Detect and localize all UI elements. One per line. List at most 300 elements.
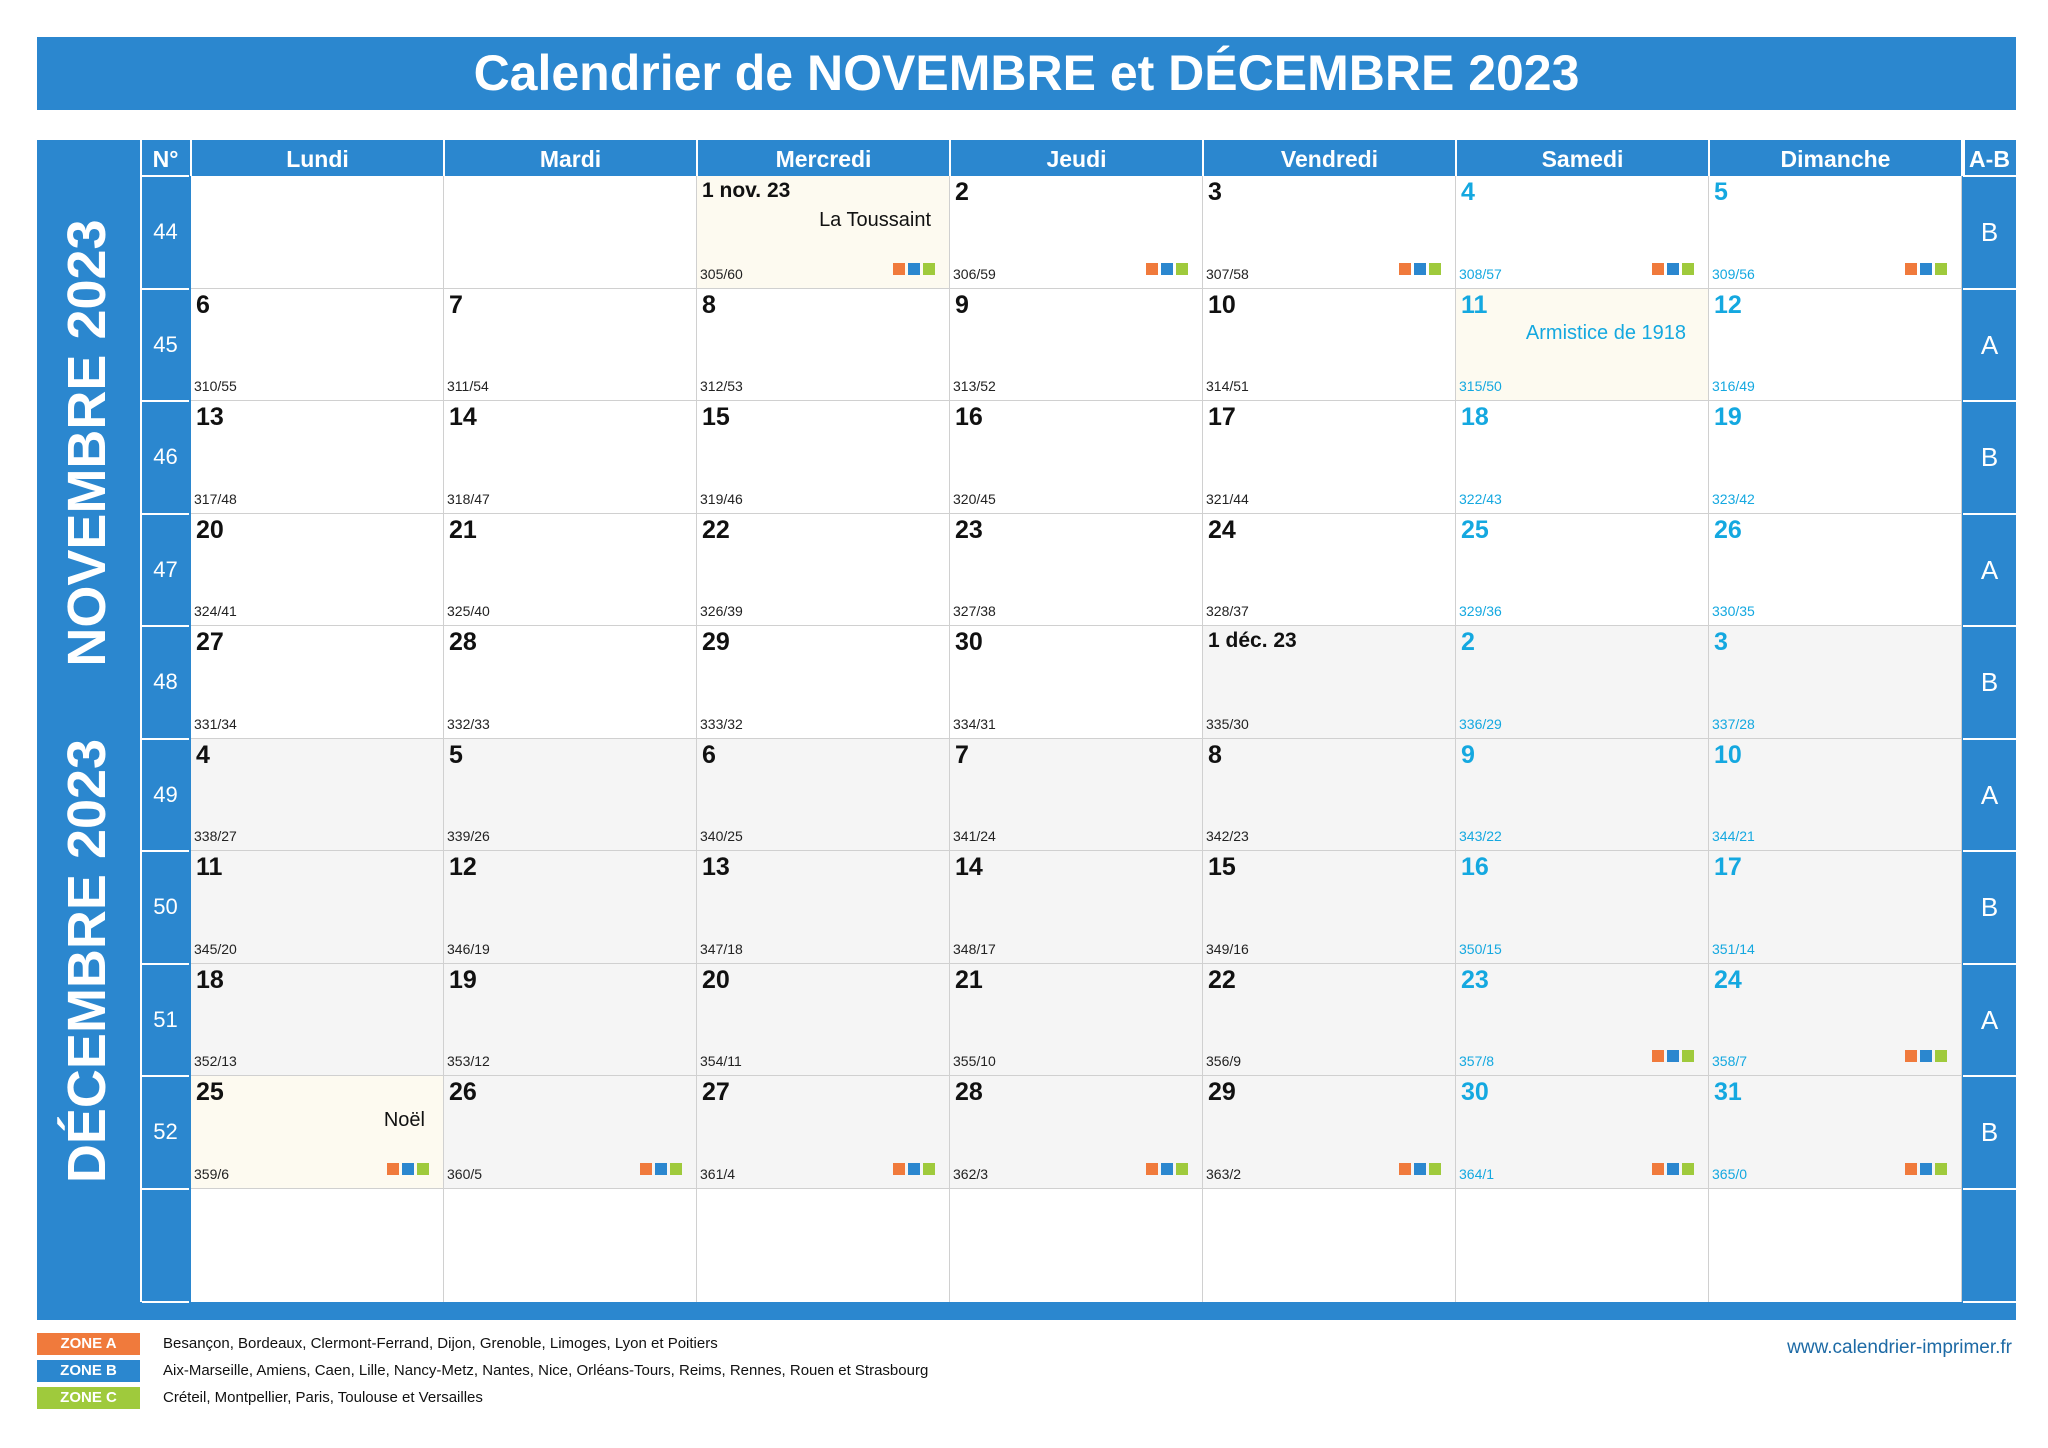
week-ab-label: B [1980, 892, 1999, 922]
header-separator [443, 140, 445, 176]
day-cell[interactable] [1456, 626, 1709, 739]
zone-c-marker [1429, 1163, 1441, 1175]
day-number: 22 [702, 515, 730, 544]
day-of-year: 326/39 [700, 603, 743, 619]
calendar-grid [191, 176, 1961, 1302]
day-of-year: 362/3 [953, 1165, 989, 1182]
day-cell[interactable] [697, 514, 950, 627]
day-number: 27 [196, 628, 224, 656]
day-of-year: 346/19 [447, 940, 490, 957]
day-of-year: 345/20 [194, 940, 237, 957]
day-number: 16 [955, 403, 983, 431]
day-of-year: 352/13 [194, 1053, 237, 1069]
day-number: 8 [1208, 740, 1222, 769]
day-of-year: 353/12 [447, 1053, 490, 1069]
day-cell[interactable] [697, 851, 950, 964]
school-holiday-zones [1146, 263, 1188, 276]
zone-label: ZONE B [37, 1360, 140, 1382]
empty-cell [950, 1189, 1203, 1303]
day-cell[interactable] [444, 964, 697, 1077]
zone-a-marker [1652, 1163, 1664, 1175]
column-separator [1963, 140, 1965, 176]
day-number: 23 [955, 515, 983, 544]
zone-b-marker [1161, 1163, 1173, 1175]
day-of-year: 318/47 [447, 490, 490, 507]
footer-bar [37, 1308, 2016, 1320]
holiday-name: Noël [383, 1109, 425, 1131]
day-of-year: 305/60 [700, 265, 743, 282]
day-cell[interactable] [1456, 851, 1709, 964]
week-ab-label: B [1980, 217, 1999, 247]
row-separator [142, 850, 189, 852]
day-of-year: 356/9 [1206, 1053, 1242, 1069]
zone-c-marker [1176, 1163, 1188, 1175]
zone-b-marker [1414, 263, 1426, 275]
day-number: 18 [1461, 403, 1489, 431]
zone-a-marker [1399, 263, 1411, 275]
day-of-year: 335/30 [1206, 715, 1249, 732]
day-header-lundi: Lundi [286, 146, 349, 172]
day-header-jeudi: Jeudi [1046, 146, 1107, 172]
day-of-year: 312/53 [700, 378, 743, 394]
school-holiday-zones [640, 1163, 682, 1176]
day-of-year: 359/6 [194, 1165, 230, 1182]
day-header-samedi: Samedi [1541, 146, 1624, 172]
holiday-name: La Toussaint [819, 209, 931, 231]
day-cell[interactable] [950, 401, 1203, 514]
school-holiday-zones [1905, 1163, 1947, 1176]
zone-b-marker [655, 1163, 667, 1175]
school-holiday-zones [1146, 1163, 1188, 1176]
day-number: 28 [955, 1078, 983, 1106]
day-number: 31 [1714, 1078, 1742, 1106]
school-holiday-zones [1399, 1163, 1441, 1176]
day-cell[interactable] [950, 514, 1203, 627]
day-number: 30 [1461, 1078, 1489, 1106]
empty-cell [191, 1189, 444, 1303]
day-of-year: 310/55 [194, 378, 237, 394]
row-separator [142, 625, 189, 627]
day-cell[interactable] [697, 739, 950, 852]
day-cell[interactable] [697, 1076, 950, 1189]
day-cell[interactable] [444, 289, 697, 402]
day-cell[interactable] [1456, 739, 1709, 852]
day-of-year: 348/17 [953, 940, 996, 957]
day-cell[interactable] [191, 739, 444, 852]
week-ab-label: B [1980, 667, 1999, 697]
row-separator [1963, 963, 2016, 965]
zone-b-marker [1920, 1163, 1932, 1175]
day-number: 25 [196, 1078, 224, 1106]
header-separator [696, 140, 698, 176]
row-separator [142, 963, 189, 965]
day-number: 1 nov. 23 [702, 179, 791, 202]
day-cell[interactable] [1203, 289, 1456, 402]
zone-c-marker [1176, 263, 1188, 275]
week-number: 52 [153, 1119, 178, 1144]
day-cell[interactable] [1203, 176, 1456, 289]
day-number: 16 [1461, 853, 1489, 881]
header-separator [1708, 140, 1710, 176]
zone-label: ZONE A [37, 1333, 140, 1355]
day-number: 7 [449, 290, 463, 319]
column-separator [140, 140, 142, 1302]
week-number: 45 [153, 331, 178, 357]
day-cell[interactable] [1203, 514, 1456, 627]
day-of-year: 338/27 [194, 828, 237, 844]
empty-cell [1203, 1189, 1456, 1303]
day-number: 23 [1461, 965, 1489, 994]
row-separator [142, 1188, 189, 1190]
day-cell[interactable] [191, 514, 444, 627]
day-cell[interactable] [1203, 1076, 1456, 1189]
week-number: 46 [153, 444, 178, 469]
day-of-year: 364/1 [1459, 1165, 1495, 1182]
day-of-year: 342/23 [1206, 828, 1249, 844]
day-number: 28 [449, 628, 477, 656]
day-cell[interactable] [1456, 401, 1709, 514]
zone-a-marker [1652, 1050, 1664, 1062]
day-number: 19 [449, 965, 477, 994]
week-ab-label: A [1980, 329, 1999, 360]
page-title: Calendrier de NOVEMBRE et DÉCEMBRE 2023 [37, 37, 2016, 110]
day-cell[interactable] [191, 401, 444, 514]
day-of-year: 307/58 [1206, 265, 1249, 282]
school-holiday-zones [1905, 1050, 1947, 1063]
day-of-year: 321/44 [1206, 490, 1249, 507]
week-number: 48 [153, 669, 178, 694]
day-number: 4 [196, 740, 210, 769]
day-cell[interactable] [950, 176, 1203, 289]
day-of-year: 325/40 [447, 603, 490, 619]
zone-b-marker [1920, 1050, 1932, 1062]
day-cell[interactable] [1709, 1076, 1962, 1189]
zone-c-marker [1682, 1050, 1694, 1062]
day-number: 17 [1714, 853, 1742, 881]
holiday-name: Armistice de 1918 [1525, 321, 1686, 344]
day-number: 13 [196, 403, 224, 431]
day-cell[interactable] [1456, 1076, 1709, 1189]
day-cell[interactable] [1203, 401, 1456, 514]
zone-c-marker [1935, 1163, 1947, 1175]
row-separator [1963, 288, 2016, 290]
day-cell[interactable] [697, 176, 950, 289]
zone-a-marker [1905, 1050, 1917, 1062]
day-cell[interactable] [950, 626, 1203, 739]
day-cell[interactable] [697, 401, 950, 514]
zone-c-marker [1935, 1050, 1947, 1062]
day-number: 17 [1208, 403, 1236, 431]
empty-cell [1709, 1189, 1962, 1303]
zone-b-marker [1920, 263, 1932, 275]
day-of-year: 320/45 [953, 490, 996, 507]
row-separator [1963, 513, 2016, 515]
day-of-year: 324/41 [194, 603, 237, 619]
zone-c-marker [1682, 263, 1694, 275]
day-of-year: 329/36 [1459, 603, 1502, 619]
day-of-year: 358/7 [1712, 1053, 1748, 1069]
day-cell[interactable] [1709, 626, 1962, 739]
day-number: 5 [449, 740, 463, 769]
day-number: 26 [449, 1078, 477, 1106]
day-of-year: 349/16 [1206, 940, 1249, 957]
day-number: 13 [702, 853, 730, 881]
day-cell[interactable] [191, 626, 444, 739]
day-number: 30 [955, 628, 983, 656]
day-of-year: 328/37 [1206, 603, 1249, 619]
day-of-year: 313/52 [953, 378, 996, 394]
day-cell[interactable] [1456, 514, 1709, 627]
header-separator [949, 140, 951, 176]
day-cell[interactable] [1709, 514, 1962, 627]
week-number: 50 [153, 894, 178, 919]
zone-c-marker [1429, 263, 1441, 275]
header-separator [1202, 140, 1204, 176]
day-of-year: 360/5 [447, 1165, 483, 1182]
row-separator [1963, 1188, 2016, 1190]
day-cell[interactable] [444, 626, 697, 739]
row-separator [142, 288, 189, 290]
day-number: 6 [702, 740, 716, 769]
day-cell[interactable] [1203, 739, 1456, 852]
school-holiday-zones [1399, 263, 1441, 276]
school-holiday-zones [1652, 1163, 1694, 1176]
day-of-year: 344/21 [1712, 828, 1755, 844]
day-number: 6 [196, 290, 210, 319]
zone-a-marker [1905, 1163, 1917, 1175]
day-cell[interactable] [444, 514, 697, 627]
row-separator [1963, 175, 2016, 177]
empty-cell [1456, 1189, 1709, 1303]
day-cell[interactable] [1203, 851, 1456, 964]
day-cell[interactable] [1456, 176, 1709, 289]
zone-c-marker [923, 1163, 935, 1175]
row-separator [1963, 850, 2016, 852]
day-of-year: 308/57 [1459, 265, 1502, 282]
week-ab-label: B [1980, 442, 1999, 472]
day-cell[interactable] [444, 1076, 697, 1189]
day-cell[interactable] [1203, 626, 1456, 739]
month-label-december: DÉCEMBRE 2023 [57, 738, 117, 1184]
day-cell[interactable] [1709, 401, 1962, 514]
day-number: 15 [1208, 853, 1236, 881]
day-of-year: 337/28 [1712, 715, 1755, 732]
week-ab-label: B [1980, 1117, 1999, 1147]
zone-b-marker [908, 1163, 920, 1175]
zone-a-marker [893, 263, 905, 275]
day-number: 29 [1208, 1078, 1236, 1106]
day-of-year: 347/18 [700, 940, 743, 957]
zone-b-marker [908, 263, 920, 275]
day-number: 22 [1208, 965, 1236, 994]
school-holiday-zones [893, 1163, 935, 1176]
zone-b-marker [1414, 1163, 1426, 1175]
day-number: 4 [1461, 178, 1475, 206]
day-number: 11 [196, 853, 223, 881]
day-cell[interactable] [950, 851, 1203, 964]
month-label-november: NOVEMBRE 2023 [57, 219, 117, 667]
day-number: 19 [1714, 403, 1742, 431]
day-of-year: 306/59 [953, 265, 996, 282]
row-separator [1963, 1301, 2016, 1303]
day-number: 3 [1714, 628, 1728, 656]
row-separator [142, 400, 189, 402]
row-separator [142, 738, 189, 740]
day-of-year: 317/48 [194, 490, 237, 507]
day-header-mercredi: Mercredi [775, 146, 872, 172]
day-of-year: 363/2 [1206, 1165, 1242, 1182]
day-cell[interactable] [697, 964, 950, 1077]
day-of-year: 311/54 [447, 378, 489, 394]
day-cell[interactable] [1203, 964, 1456, 1077]
week-number: 47 [153, 556, 178, 582]
day-number: 12 [449, 853, 477, 881]
day-number: 18 [196, 965, 224, 994]
day-of-year: 316/49 [1712, 378, 1755, 394]
day-of-year: 365/0 [1712, 1165, 1748, 1182]
day-cell[interactable] [1709, 289, 1962, 402]
row-separator [1963, 738, 2016, 740]
zone-a-marker [1146, 1163, 1158, 1175]
day-cell[interactable] [1709, 739, 1962, 852]
day-of-year: 327/38 [953, 603, 996, 619]
day-number: 20 [702, 965, 730, 994]
day-cell[interactable] [191, 289, 444, 402]
day-cell[interactable] [444, 739, 697, 852]
day-of-year: 343/22 [1459, 828, 1502, 844]
day-cell [444, 176, 697, 289]
day-cell[interactable] [1456, 964, 1709, 1077]
zone-a-marker [1905, 263, 1917, 275]
row-separator [142, 1301, 189, 1303]
zone-c-marker [923, 263, 935, 275]
week-number: 51 [153, 1006, 178, 1032]
day-of-year: 336/29 [1459, 715, 1502, 732]
day-of-year: 319/46 [700, 490, 743, 507]
day-number: 2 [1461, 628, 1475, 656]
header-separator [190, 140, 192, 176]
calendar [37, 140, 2016, 1320]
day-number: 21 [449, 515, 477, 544]
zone-a-marker [1146, 263, 1158, 275]
day-of-year: 323/42 [1712, 490, 1755, 507]
day-number: 12 [1714, 290, 1742, 319]
day-cell[interactable] [950, 289, 1203, 402]
zone-c-marker [1682, 1163, 1694, 1175]
day-cell[interactable] [191, 964, 444, 1077]
school-holiday-zones [893, 263, 935, 276]
day-number: 27 [702, 1078, 730, 1106]
day-cell[interactable] [950, 964, 1203, 1077]
day-number: 15 [702, 403, 730, 431]
row-separator [142, 175, 189, 177]
day-of-year: 315/50 [1459, 378, 1502, 394]
day-of-year: 314/51 [1206, 378, 1249, 394]
zone-b-marker [1667, 1163, 1679, 1175]
day-cell[interactable] [1456, 289, 1709, 402]
zone-b-marker [402, 1163, 414, 1175]
day-of-year: 357/8 [1459, 1053, 1495, 1069]
row-separator [142, 513, 189, 515]
day-number: 29 [702, 628, 730, 656]
day-cell[interactable] [950, 1076, 1203, 1189]
day-number: 9 [955, 290, 969, 319]
zone-label: ZONE C [37, 1387, 140, 1409]
day-cell[interactable] [950, 739, 1203, 852]
zone-b-marker [1667, 1050, 1679, 1062]
week-number: 49 [153, 781, 178, 807]
row-separator [1963, 400, 2016, 402]
day-number: 14 [955, 853, 983, 881]
zone-a-marker [893, 1163, 905, 1175]
day-number: 1 déc. 23 [1208, 629, 1297, 652]
day-of-year: 309/56 [1712, 265, 1755, 282]
day-cell[interactable] [191, 1076, 444, 1189]
week-number: 44 [153, 219, 178, 244]
school-holiday-zones [1905, 263, 1947, 276]
day-of-year: 330/35 [1712, 603, 1755, 619]
week-ab-label: A [1980, 779, 1999, 810]
day-cell[interactable] [444, 851, 697, 964]
day-number: 11 [1461, 290, 1488, 319]
zone-cities: Besançon, Bordeaux, Clermont-Ferrand, Dijon, Grenoble, Limoges, Lyon et Poitiers [163, 1335, 718, 1352]
school-holiday-zones [387, 1163, 429, 1176]
row-separator [1963, 1075, 2016, 1077]
day-number: 2 [955, 178, 969, 206]
week-number-header: N° [152, 146, 179, 172]
day-of-year: 332/33 [447, 715, 490, 732]
day-number: 24 [1208, 515, 1236, 544]
day-of-year: 339/26 [447, 828, 490, 844]
day-number: 21 [955, 965, 983, 994]
zone-b-marker [1161, 263, 1173, 275]
zone-a-marker [387, 1163, 399, 1175]
zone-a-marker [1652, 263, 1664, 275]
day-cell[interactable] [697, 289, 950, 402]
day-of-year: 331/34 [194, 715, 237, 732]
day-cell[interactable] [1709, 176, 1962, 289]
day-number: 25 [1461, 515, 1489, 544]
day-number: 26 [1714, 515, 1742, 544]
zone-a-marker [640, 1163, 652, 1175]
day-of-year: 350/15 [1459, 940, 1502, 957]
day-cell[interactable] [1709, 851, 1962, 964]
day-number: 5 [1714, 178, 1728, 206]
day-number: 3 [1208, 178, 1222, 206]
day-of-year: 322/43 [1459, 490, 1502, 507]
day-of-year: 334/31 [953, 715, 996, 732]
day-cell[interactable] [1709, 964, 1962, 1077]
website-link[interactable]: www.calendrier-imprimer.fr [1787, 1337, 2012, 1358]
day-cell [191, 176, 444, 289]
day-header-vendredi: Vendredi [1280, 146, 1379, 172]
week-ab-label: A [1980, 554, 1999, 585]
day-number: 10 [1714, 740, 1742, 769]
day-of-year: 351/14 [1712, 940, 1755, 957]
day-cell[interactable] [444, 401, 697, 514]
day-cell[interactable] [191, 851, 444, 964]
day-of-year: 355/10 [953, 1053, 996, 1069]
day-number: 24 [1714, 965, 1742, 994]
day-cell[interactable] [697, 626, 950, 739]
zone-c-marker [417, 1163, 429, 1175]
school-holiday-zones [1652, 1050, 1694, 1063]
day-number: 14 [449, 403, 477, 431]
row-separator [1963, 625, 2016, 627]
header-separator [1455, 140, 1457, 176]
day-number: 7 [955, 740, 969, 769]
day-of-year: 340/25 [700, 828, 743, 844]
